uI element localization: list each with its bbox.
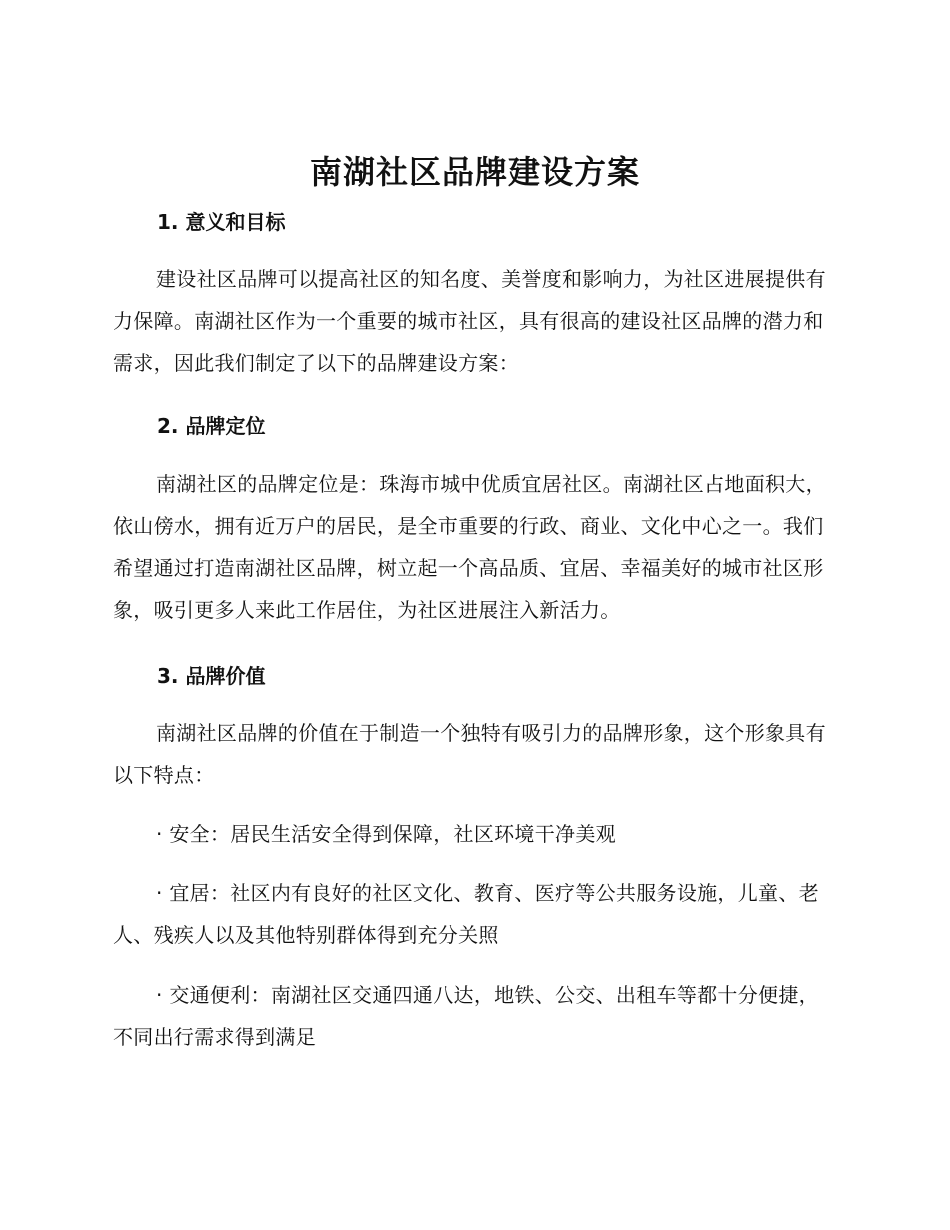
section-heading-significance: 1. 意义和目标: [157, 210, 286, 234]
bullet-livability: · 宜居：社区内有良好的社区文化、教育、医疗等公共服务设施，儿童、老人、残疾人以及其他特别群体得到充分关照: [113, 881, 819, 947]
paragraph-value: 南湖社区品牌的价值在于制造一个独特有吸引力的品牌形象，这个形象具有以下特点：: [113, 721, 826, 787]
document-title: 南湖社区品牌建设方案: [309, 153, 640, 191]
paragraph-positioning: 南湖社区的品牌定位是：珠海市城中优质宜居社区。南湖社区占地面积大，依山傍水，拥有近万户的居民，是全市重要的行政、商业、文化中心之一。我们希望通过打造南湖社区品牌，树立起一个高品质、宜居、幸福美好的城市社区形象，吸引更多人来此工作居住，为社区进展注入新活力。: [113, 472, 826, 622]
section-heading-value: 3. 品牌价值: [157, 664, 266, 688]
bullet-transport: · 交通便利：南湖社区交通四通八达，地铁、公交、出租车等都十分便捷，不同出行需求得到满足: [113, 983, 819, 1049]
bullet-safety: · 安全：居民生活安全得到保障，社区环境干净美观: [156, 822, 616, 846]
section-heading-positioning: 2. 品牌定位: [157, 414, 266, 438]
paragraph-significance: 建设社区品牌可以提高社区的知名度、美誉度和影响力，为社区进展提供有力保障。南湖社区作为一个重要的城市社区，具有很高的建设社区品牌的潜力和需求，因此我们制定了以下的品牌建设方案：: [113, 267, 826, 375]
